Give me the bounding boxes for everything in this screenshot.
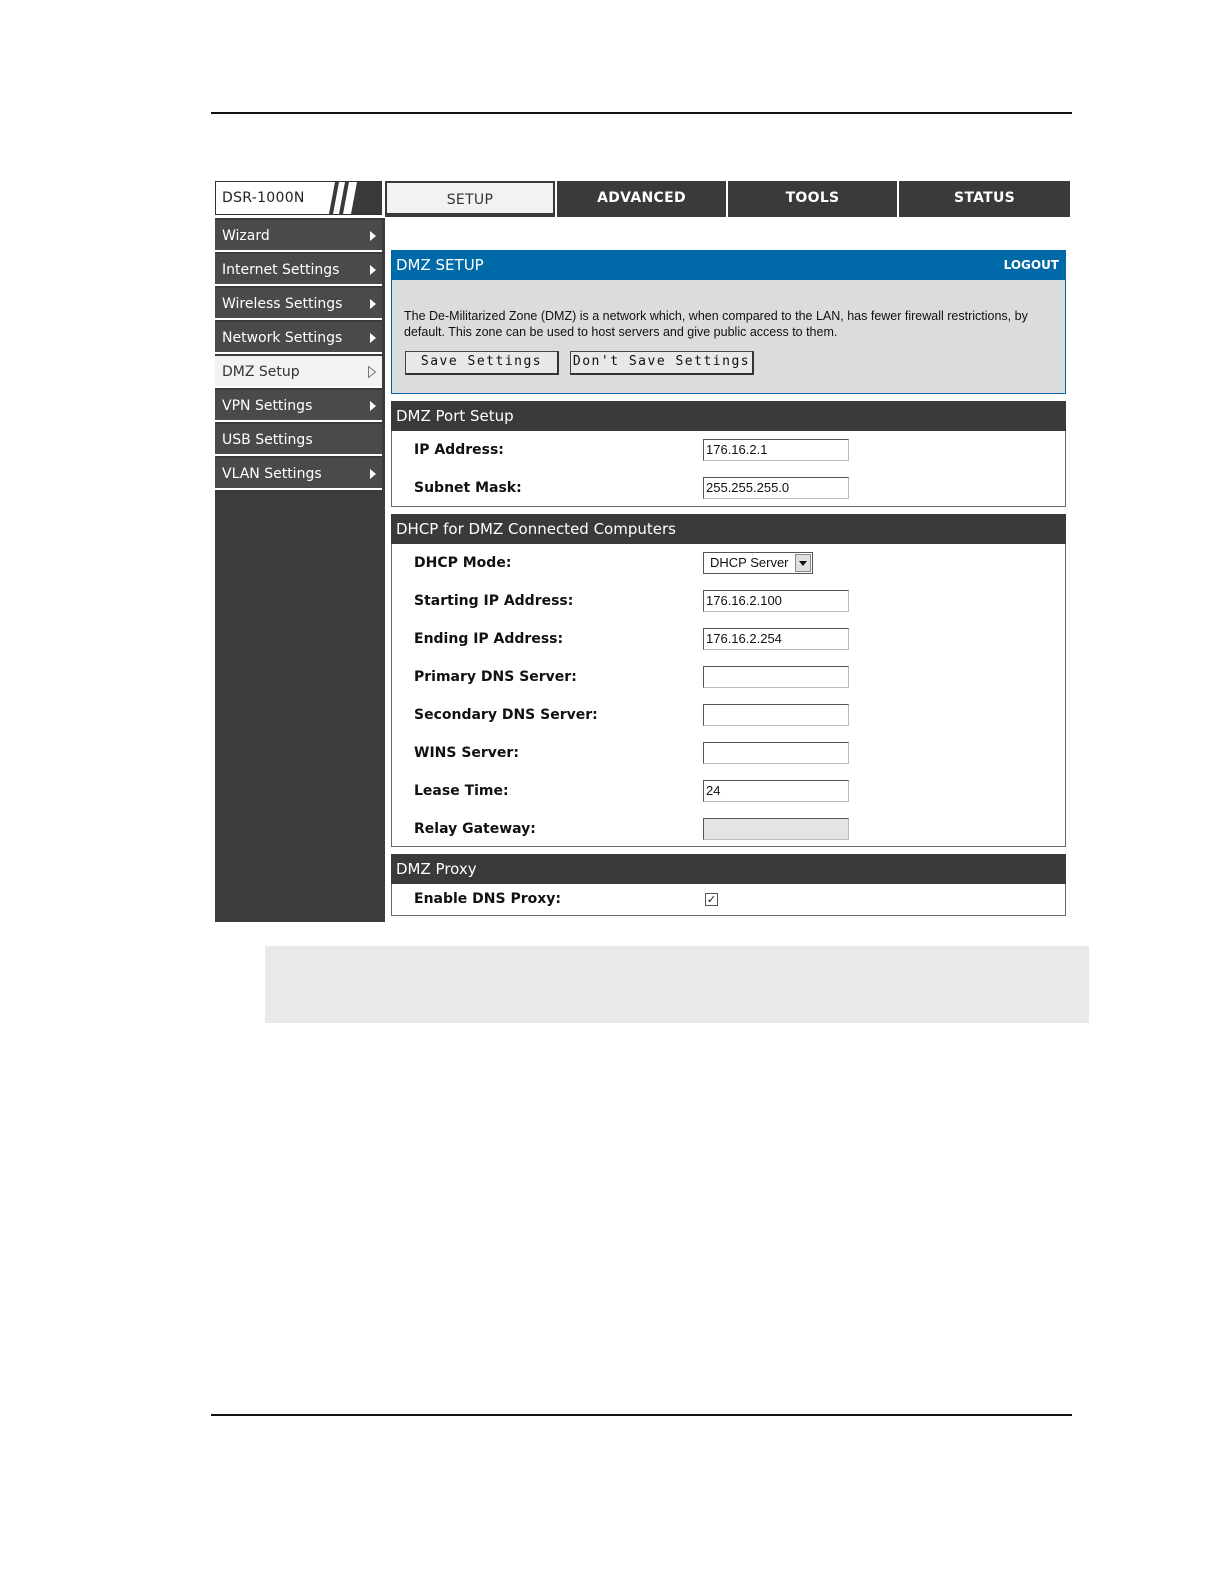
sidebar-item-usb-settings[interactable] xyxy=(215,424,382,456)
sidebar-item-label: Wireless Settings xyxy=(222,296,343,312)
wins-server-field[interactable] xyxy=(703,742,849,764)
triangle-right-icon xyxy=(370,333,376,343)
relay-gateway-label: Relay Gateway: xyxy=(414,821,536,837)
wins-server-label: WINS Server: xyxy=(414,745,519,761)
dmz-setup-header xyxy=(391,250,1066,280)
sidebar-item-label: Network Settings xyxy=(222,330,343,346)
triangle-right-icon xyxy=(370,299,376,309)
page-title: DMZ SETUP xyxy=(396,256,484,274)
sidebar-item-wizard[interactable] xyxy=(215,220,382,252)
logout-link[interactable]: LOGOUT xyxy=(1003,258,1059,272)
tab-setup[interactable]: SETUP xyxy=(385,181,555,215)
chevron-down-icon[interactable] xyxy=(795,554,811,572)
sidebar xyxy=(215,218,385,922)
dmz-proxy-header: DMZ Proxy xyxy=(391,854,1066,884)
sidebar-item-internet-settings[interactable] xyxy=(215,254,382,286)
page-bottom-rule xyxy=(211,1414,1072,1416)
sidebar-item-label: USB Settings xyxy=(222,432,313,448)
sidebar-item-network-settings[interactable] xyxy=(215,322,382,354)
sidebar-item-label: Wizard xyxy=(222,228,270,244)
subnet-mask-field[interactable]: 255.255.255.0 xyxy=(703,477,849,499)
triangle-right-icon xyxy=(370,401,376,411)
ending-ip-field[interactable]: 176.16.2.254 xyxy=(703,628,849,650)
ending-ip-label: Ending IP Address: xyxy=(414,631,564,647)
dmz-proxy-panel xyxy=(391,884,1066,916)
sidebar-item-vlan-settings[interactable] xyxy=(215,458,382,490)
dns-proxy-label: Enable DNS Proxy: xyxy=(414,891,561,907)
subnet-mask-label: Subnet Mask: xyxy=(414,480,522,496)
dhcp-panel xyxy=(391,544,1066,847)
ip-address-label: IP Address: xyxy=(414,442,504,458)
tab-advanced[interactable]: ADVANCED xyxy=(597,190,686,206)
dhcp-mode-select[interactable] xyxy=(703,552,813,574)
primary-dns-label: Primary DNS Server: xyxy=(414,669,577,685)
sidebar-item-label: DMZ Setup xyxy=(222,364,300,380)
top-nav-tabs xyxy=(385,181,1070,217)
secondary-dns-label: Secondary DNS Server: xyxy=(414,707,598,723)
brand-logo xyxy=(215,181,382,215)
sidebar-item-vpn-settings[interactable] xyxy=(215,390,382,422)
dhcp-header: DHCP for DMZ Connected Computers xyxy=(391,514,1066,544)
starting-ip-label: Starting IP Address: xyxy=(414,593,574,609)
dhcp-mode-label: DHCP Mode: xyxy=(414,555,512,571)
page-top-rule xyxy=(211,112,1072,114)
tab-tools[interactable]: TOOLS xyxy=(785,190,840,206)
save-settings-button[interactable]: Save Settings xyxy=(405,351,559,375)
dmz-description: The De-Militarized Zone (DMZ) is a network which, when compared to the LAN, has fewer firewall restrictions, by default. This zone can be used to host servers and give public access to them. xyxy=(404,309,1028,339)
starting-ip-field[interactable]: 176.16.2.100 xyxy=(703,590,849,612)
lease-time-field[interactable]: 24 xyxy=(703,780,849,802)
model-name: DSR-1000N xyxy=(222,190,305,206)
sidebar-item-label: Internet Settings xyxy=(222,262,340,278)
secondary-dns-field[interactable] xyxy=(703,704,849,726)
dont-save-settings-button[interactable]: Don't Save Settings xyxy=(570,351,754,375)
dmz-port-setup-header: DMZ Port Setup xyxy=(391,401,1066,431)
dmz-port-setup-panel xyxy=(391,431,1066,507)
sidebar-item-dmz-setup[interactable] xyxy=(215,356,382,388)
sidebar-item-label: VPN Settings xyxy=(222,398,313,414)
ip-address-field[interactable]: 176.16.2.1 xyxy=(703,439,849,461)
sidebar-item-label: VLAN Settings xyxy=(222,466,322,482)
lease-time-label: Lease Time: xyxy=(414,783,509,799)
note-box xyxy=(265,946,1089,1023)
dns-proxy-checkbox[interactable]: ✓ xyxy=(706,893,717,906)
triangle-right-outline-icon xyxy=(368,366,376,378)
triangle-right-icon xyxy=(370,469,376,479)
relay-gateway-field xyxy=(703,818,849,840)
logo-slash-icon xyxy=(317,182,381,214)
dhcp-mode-value: DHCP Server xyxy=(710,555,789,570)
triangle-right-icon xyxy=(370,231,376,241)
triangle-right-icon xyxy=(370,265,376,275)
dmz-setup-body xyxy=(391,280,1066,394)
tab-status[interactable]: STATUS xyxy=(953,190,1016,206)
sidebar-item-wireless-settings[interactable] xyxy=(215,288,382,320)
primary-dns-field[interactable] xyxy=(703,666,849,688)
